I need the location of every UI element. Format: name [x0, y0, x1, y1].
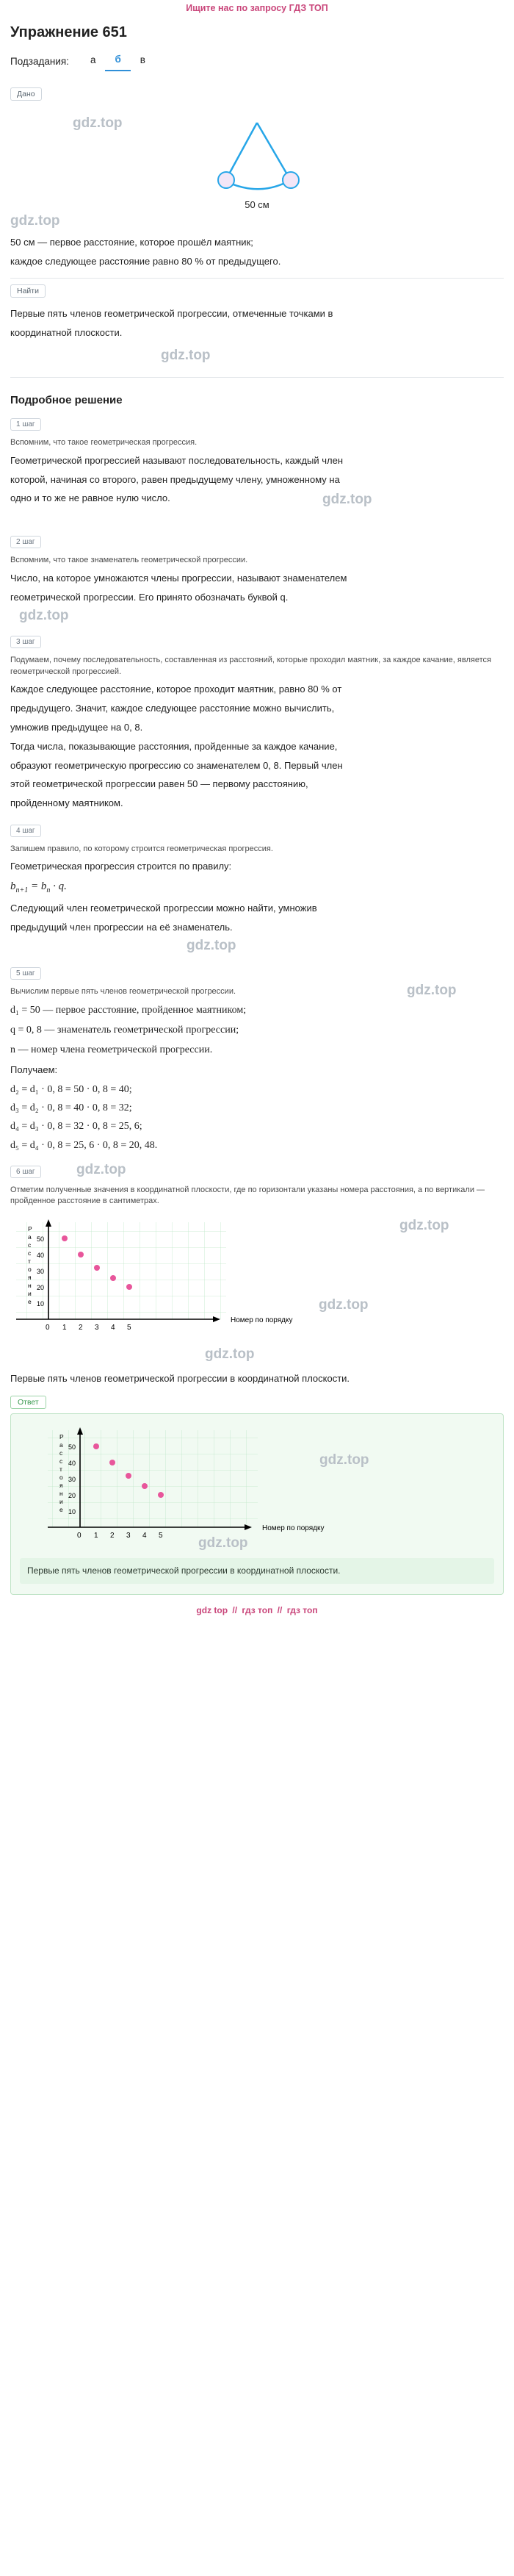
watermark: gdz.top — [10, 213, 60, 229]
svg-text:40: 40 — [68, 1460, 76, 1468]
svg-text:о: о — [59, 1474, 63, 1482]
watermark: gdz.top — [198, 1535, 248, 1551]
answer-tag: Ответ — [10, 1396, 46, 1409]
svg-text:с: с — [59, 1457, 63, 1465]
step-tag-6: 6 шаг — [10, 1166, 41, 1178]
subtask-tabs — [10, 51, 504, 71]
step-line: Геометрической прогрессией называют последовательность, каждый член — [10, 454, 344, 466]
subtasks-label: Подзадания: — [10, 56, 69, 67]
chart-plain — [10, 1215, 504, 1342]
pendulum-figure — [10, 110, 504, 210]
footer-sep: // — [277, 1605, 283, 1616]
scatter-plot-1 — [10, 1215, 495, 1340]
svg-text:с: с — [28, 1241, 32, 1249]
svg-text:т: т — [59, 1465, 62, 1474]
svg-text:2: 2 — [79, 1323, 83, 1332]
svg-text:40: 40 — [37, 1251, 45, 1259]
step-line: Тогда числа, показывающие расстояния, пройденные за каждое качание, — [10, 740, 338, 752]
footer-link-right[interactable]: гдз топ — [286, 1605, 318, 1616]
step-line: d₂ = d₁ · 0, 8 = 50 · 0, 8 = 40; — [10, 1083, 132, 1095]
svg-text:5: 5 — [127, 1323, 131, 1332]
svg-text:Р: Р — [59, 1433, 64, 1441]
svg-text:3: 3 — [95, 1323, 99, 1332]
step-line: d₅ = d₄ · 0, 8 = 25, 6 · 0, 8 = 20, 48. — [10, 1139, 158, 1151]
step-line: Геометрическая прогрессия строится по правилу: — [10, 861, 232, 872]
svg-text:о: о — [28, 1265, 32, 1273]
svg-text:т: т — [28, 1257, 31, 1265]
step-line: одно и то же не равное нулю число. — [10, 492, 170, 504]
solution-heading: Подробное решение — [10, 394, 123, 407]
given-line-2: каждое следующее расстояние равно 80 % от предыдущего. — [10, 255, 281, 267]
answer-note — [20, 1558, 494, 1584]
step-line: d₁ = 50 — первое расстояние, пройденное маятником; — [10, 1004, 247, 1016]
watermark: gdz.top — [322, 492, 372, 508]
step-tag-1: 1 шаг — [10, 418, 41, 431]
watermark: gdz.top — [73, 115, 123, 131]
watermark: gdz.top — [399, 1217, 449, 1233]
svg-text:50: 50 — [68, 1443, 76, 1452]
step-line: q = 0, 8 — знаменатель геометрической прогрессии; — [10, 1025, 239, 1036]
top-promo-link[interactable]: Ищите нас по запросу ГДЗ ТОП — [186, 3, 328, 13]
footer — [0, 1595, 514, 1629]
step-6-caption: Первые пять членов геометрической прогрессии в координатной плоскости. — [10, 1372, 350, 1384]
watermark: gdz.top — [161, 348, 211, 364]
divider — [10, 377, 504, 378]
svg-text:Номер по порядку: Номер по порядку — [231, 1316, 293, 1324]
svg-text:5: 5 — [159, 1532, 163, 1540]
scatter-plot-2 — [20, 1421, 490, 1550]
step-formula: $b_{n+1} = b_n \cdot q$. — [10, 880, 67, 895]
step-line: Число, на которое умножаются члены прогрессии, называют знаменателем — [10, 572, 347, 584]
divider — [10, 278, 504, 279]
svg-text:30: 30 — [68, 1476, 76, 1484]
find-line-2: координатной плоскости. — [10, 326, 123, 338]
step-line: пройденному маятником. — [10, 797, 123, 809]
step-hint-5: Вычислим первые пять членов геометрической прогрессии. — [10, 987, 236, 997]
figure-label: 50 см — [245, 199, 269, 210]
svg-text:1: 1 — [94, 1532, 98, 1540]
watermark: gdz.top — [187, 938, 236, 954]
svg-text:я: я — [28, 1273, 32, 1281]
step-tag-2: 2 шаг — [10, 536, 41, 548]
svg-text:а: а — [59, 1441, 63, 1449]
pendulum-diagram — [140, 110, 374, 201]
svg-text:Р: Р — [28, 1224, 32, 1233]
svg-text:0: 0 — [46, 1323, 50, 1332]
svg-text:н: н — [59, 1490, 63, 1498]
step-line: Следующий член геометрической прогрессии можно найти, умножив — [10, 902, 317, 914]
svg-text:и: и — [59, 1498, 63, 1506]
svg-text:н: н — [28, 1281, 32, 1289]
given-tag: Дано — [10, 87, 42, 101]
svg-text:е: е — [59, 1506, 63, 1514]
page-title: Упражнение 651 — [10, 24, 127, 40]
watermark: gdz.top — [319, 1452, 369, 1468]
svg-text:а: а — [28, 1233, 32, 1241]
step-line: Каждое следующее расстояние, которое проходит маятник, равно 80 % от — [10, 684, 342, 695]
given-line-1: 50 см — первое расстояние, которое прошёл маятник; — [10, 237, 253, 248]
step-line: d₃ = d₂ · 0, 8 = 40 · 0, 8 = 32; — [10, 1102, 132, 1113]
svg-text:2: 2 — [110, 1532, 115, 1540]
find-line-1: Первые пять членов геометрической прогрессии, отмеченные точками в — [10, 307, 333, 319]
subtask-tab-b[interactable]: б — [105, 51, 130, 71]
step-line: предыдущего. Значит, каждое следующее расстояние можно вычислить, — [10, 703, 335, 714]
svg-text:с: с — [59, 1449, 63, 1457]
find-tag: Найти — [10, 284, 46, 298]
watermark: gdz.top — [319, 1296, 369, 1313]
step-hint-2: Вспомним, что такое знаменатель геометрической прогрессии. — [10, 556, 248, 565]
step-line: умножив предыдущее на 0, 8. — [10, 721, 143, 733]
step-line: которой, начиная со второго, равен предыдущему члену, умноженному на — [10, 473, 340, 485]
svg-text:30: 30 — [37, 1267, 45, 1275]
svg-text:20: 20 — [37, 1283, 45, 1291]
svg-text:е: е — [28, 1297, 32, 1305]
svg-text:4: 4 — [142, 1532, 147, 1540]
subtask-tab-v[interactable]: в — [140, 54, 145, 65]
watermark: gdz.top — [76, 1161, 126, 1177]
svg-text:Номер по порядку: Номер по порядку — [262, 1524, 325, 1533]
watermark: gdz.top — [407, 982, 457, 998]
watermark: gdz.top — [205, 1346, 255, 1362]
step-hint-1: Вспомним, что такое геометрическая прогрессия. — [10, 438, 198, 448]
footer-link-mid[interactable]: гдз топ — [242, 1605, 273, 1616]
step-line: предыдущий член прогрессии на её знаменатель. — [10, 921, 233, 933]
svg-text:20: 20 — [68, 1492, 76, 1500]
step-line: d₄ = d₃ · 0, 8 = 32 · 0, 8 = 25, 6; — [10, 1121, 142, 1133]
svg-text:10: 10 — [37, 1299, 45, 1307]
step-line: Получаем: — [10, 1063, 58, 1075]
svg-text:я: я — [59, 1482, 63, 1490]
top-promo-bar[interactable] — [0, 0, 514, 17]
step-hint-4: Запишем правило, по которому строится геометрическая прогрессия. — [10, 844, 273, 854]
step-line: образуют геометрическую прогрессию со знаменателем 0, 8. Первый член — [10, 759, 343, 771]
step-line: этой геометрической прогрессии равен 50 — первому расстоянию, — [10, 778, 308, 790]
svg-text:10: 10 — [68, 1508, 76, 1516]
svg-text:4: 4 — [111, 1323, 115, 1332]
watermark: gdz.top — [19, 608, 69, 624]
svg-text:и: и — [28, 1289, 32, 1297]
svg-text:3: 3 — [126, 1532, 131, 1540]
step-tag-3: 3 шаг — [10, 636, 41, 648]
step-hint-3: Подумаем, почему последовательность, составленная из расстояний, которые проходил маятник, за каждое качание, является геометрической прогрессией. — [10, 656, 491, 676]
step-hint-6: Отметим полученные значения в координатной плоскости, где по горизонтали указаны номера расстояния, а по вертикали — пройденное расстояние в сантиметрах. — [10, 1185, 485, 1206]
answer-note-line-1: Первые пять членов геометрической прогрессии в координатной плоскости. — [27, 1565, 341, 1576]
subtask-tab-a[interactable]: а — [90, 54, 96, 65]
step-line: n — номер члена геометрической прогрессии. — [10, 1044, 213, 1056]
footer-sep: // — [232, 1605, 238, 1616]
answer-box — [10, 1413, 504, 1595]
footer-link-left[interactable]: gdz top — [196, 1605, 228, 1616]
step-tag-4: 4 шаг — [10, 825, 41, 837]
svg-text:с: с — [28, 1249, 32, 1257]
step-tag-5: 5 шаг — [10, 967, 41, 980]
step-line: геометрической прогрессии. Его принято обозначать буквой q. — [10, 591, 289, 603]
svg-text:0: 0 — [77, 1532, 82, 1540]
svg-text:1: 1 — [62, 1323, 67, 1332]
svg-text:50: 50 — [37, 1235, 45, 1243]
